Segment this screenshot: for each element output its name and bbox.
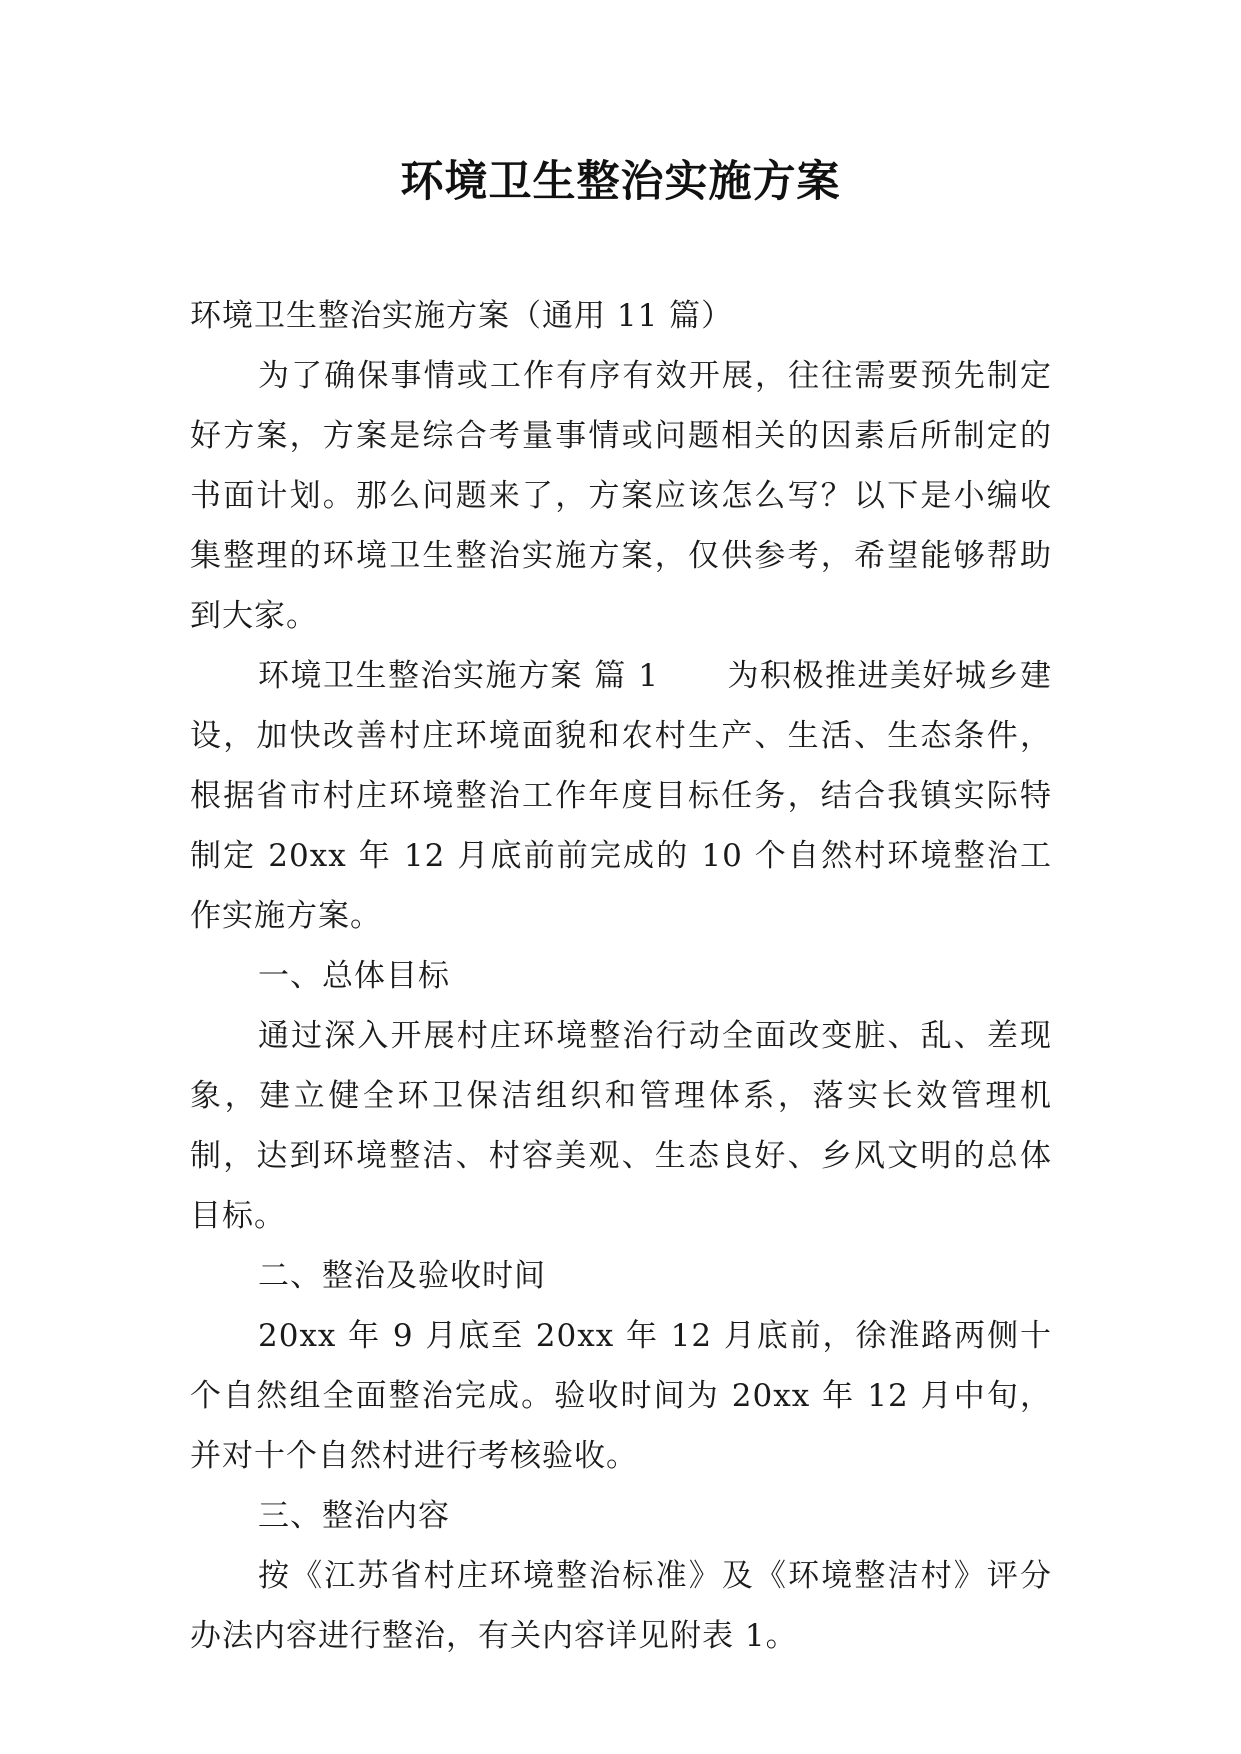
intro-paragraph: 为了确保事情或工作有序有效开展，往往需要预先制定好方案，方案是综合考量事情或问题相关的因素后所制定的书面计划。那么问题来了，方案应该怎么写？以下是小编收集整理的环境卫生整治实施方案，仅供参考，希望能够帮助到大家。 xyxy=(190,358,1052,634)
section1-paragraph: 通过深入开展村庄环境整治行动全面改变脏、乱、差现象，建立健全环卫保洁组织和管理体系，落实长效管理机制，达到环境整洁、村容美观、生态良好、乡风文明的总体目标。 xyxy=(190,1018,1052,1234)
section3-paragraph: 按《江苏省村庄环境整治标准》及《环境整洁村》评分办法内容进行整治，有关内容详见附表 1。 xyxy=(190,1558,1052,1654)
section1-heading: 一、总体目标 xyxy=(258,958,450,994)
section3-heading: 三、整治内容 xyxy=(258,1498,450,1534)
part1-paragraph xyxy=(190,646,1052,946)
document-subtitle: 环境卫生整治实施方案（通用 11 篇） xyxy=(190,298,734,334)
document-body xyxy=(190,286,1052,1666)
part1-text: 为积极推进美好城乡建设，加快改善村庄环境面貌和农村生产、生活、生态条件，根据省市村庄环境整治工作年度目标任务，结合我镇实际特制定 20xx 年 12 月底前前完成的 10 个自然村环境整治工作实施方案。 xyxy=(190,658,1052,934)
part1-heading: 环境卫生整治实施方案 篇 1 xyxy=(258,658,659,694)
section2-heading: 二、整治及验收时间 xyxy=(258,1258,546,1294)
document-title: 环境卫生整治实施方案 xyxy=(400,157,841,207)
section2-paragraph: 20xx 年 9 月底至 20xx 年 12 月底前，徐淮路两侧十个自然组全面整治完成。验收时间为 20xx 年 12 月中旬，并对十个自然村进行考核验收。 xyxy=(190,1318,1052,1474)
